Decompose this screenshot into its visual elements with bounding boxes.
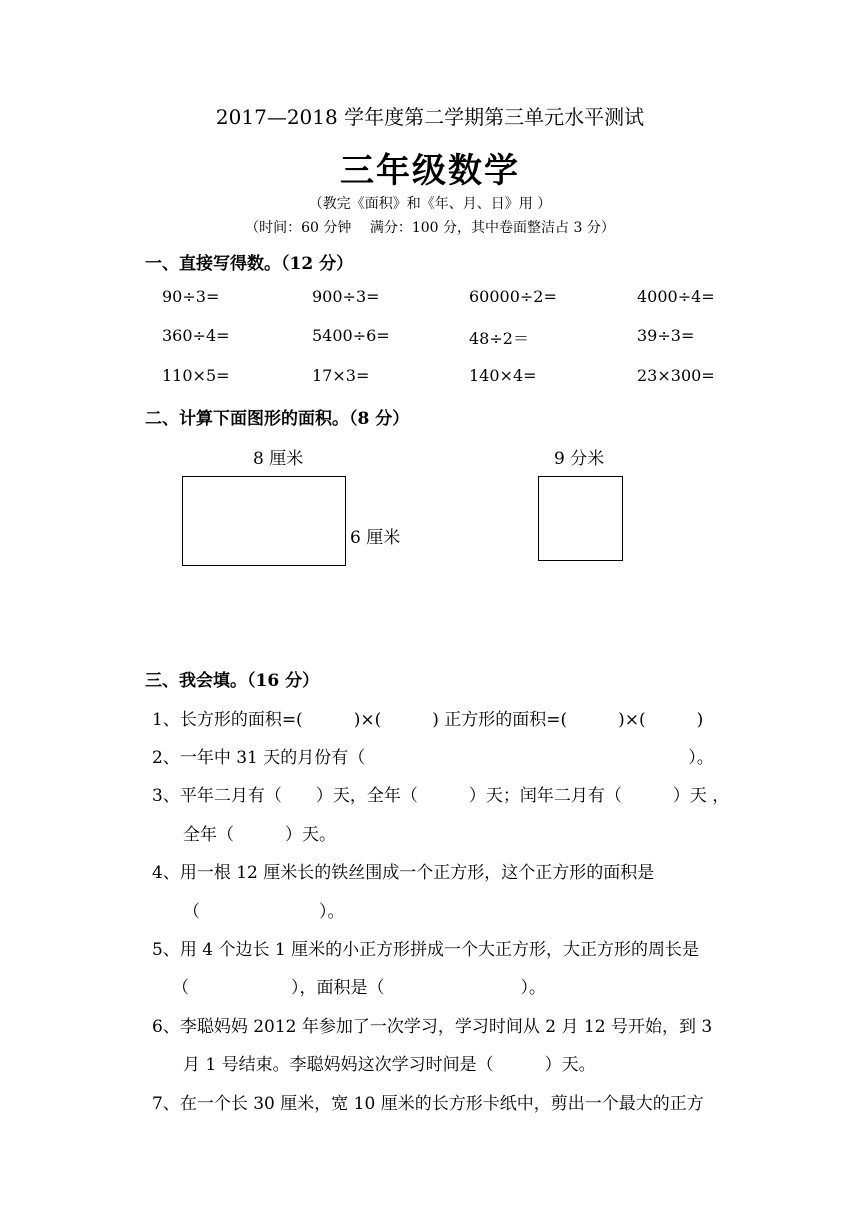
section-2-heading: 二、计算下面图形的面积。（8 分） [145, 409, 410, 429]
exam-term-line: 2017—2018 学年度第二学期第三单元水平测试 [215, 105, 645, 129]
problem-2-3: 48÷2＝ [469, 329, 529, 348]
page-title: 三年级数学 [340, 151, 520, 191]
problem-1-2: 900÷3= [312, 287, 380, 306]
fill-question-4: 4、用一根 12 厘米长的铁丝围成一个正方形，这个正方形的面积是 [152, 863, 655, 883]
fill-question-5: 5、用 4 个边长 1 厘米的小正方形拼成一个大正方形，大正方形的周长是 [152, 940, 700, 960]
fill-question-7: 7、在一个长 30 厘米，宽 10 厘米的长方形卡纸中，剪出一个最大的正方 [152, 1094, 704, 1114]
fill-question-2: 2、一年中 31 天的月份有（ ）。 [152, 748, 714, 768]
problem-3-3: 140×4= [469, 366, 537, 385]
square-side-label: 9 分米 [554, 449, 605, 469]
problem-2-2: 5400÷6= [312, 326, 390, 345]
square-figure [538, 476, 623, 561]
fill-question-1: 1、长方形的面积=( )×( ) 正方形的面积=( )×( ) [152, 710, 704, 730]
problem-3-2: 17×3= [312, 366, 370, 385]
fill-question-6-cont: 月 1 号结束。李聪妈妈这次学习时间是（ ）天。 [183, 1055, 596, 1075]
rectangle-width-label: 8 厘米 [253, 449, 304, 469]
time-score-note: （时间：60 分钟 满分：100 分，其中卷面整洁占 3 分） [245, 220, 615, 236]
section-1-heading: 一、直接写得数。（12 分） [145, 254, 354, 274]
problem-1-3: 60000÷2= [469, 287, 557, 306]
rectangle-figure [182, 476, 346, 566]
problem-2-1: 360÷4= [162, 326, 230, 345]
scope-note: （教完《面积》和《年、月、日》用 ） [308, 196, 552, 212]
problem-3-1: 110×5= [162, 366, 230, 385]
section-3-heading: 三、我会填。（16 分） [145, 671, 320, 691]
problem-1-1: 90÷3= [162, 287, 220, 306]
problem-1-4: 4000÷4= [637, 287, 715, 306]
problem-2-4: 39÷3= [637, 326, 695, 345]
fill-question-3: 3、平年二月有（ ）天，全年（ ）天；闰年二月有（ ）天 ， [152, 786, 730, 806]
problem-3-4: 23×300= [637, 366, 715, 385]
fill-question-4-cont: （ ）。 [183, 902, 345, 922]
fill-question-5-cont: （ ），面积是（ ）。 [172, 978, 546, 998]
rectangle-height-label: 6 厘米 [350, 528, 401, 548]
fill-question-3-cont: 全年（ ）天。 [183, 825, 336, 845]
fill-question-6: 6、李聪妈妈 2012 年参加了一次学习，学习时间从 2 月 12 号开始，到 3 [152, 1017, 713, 1037]
